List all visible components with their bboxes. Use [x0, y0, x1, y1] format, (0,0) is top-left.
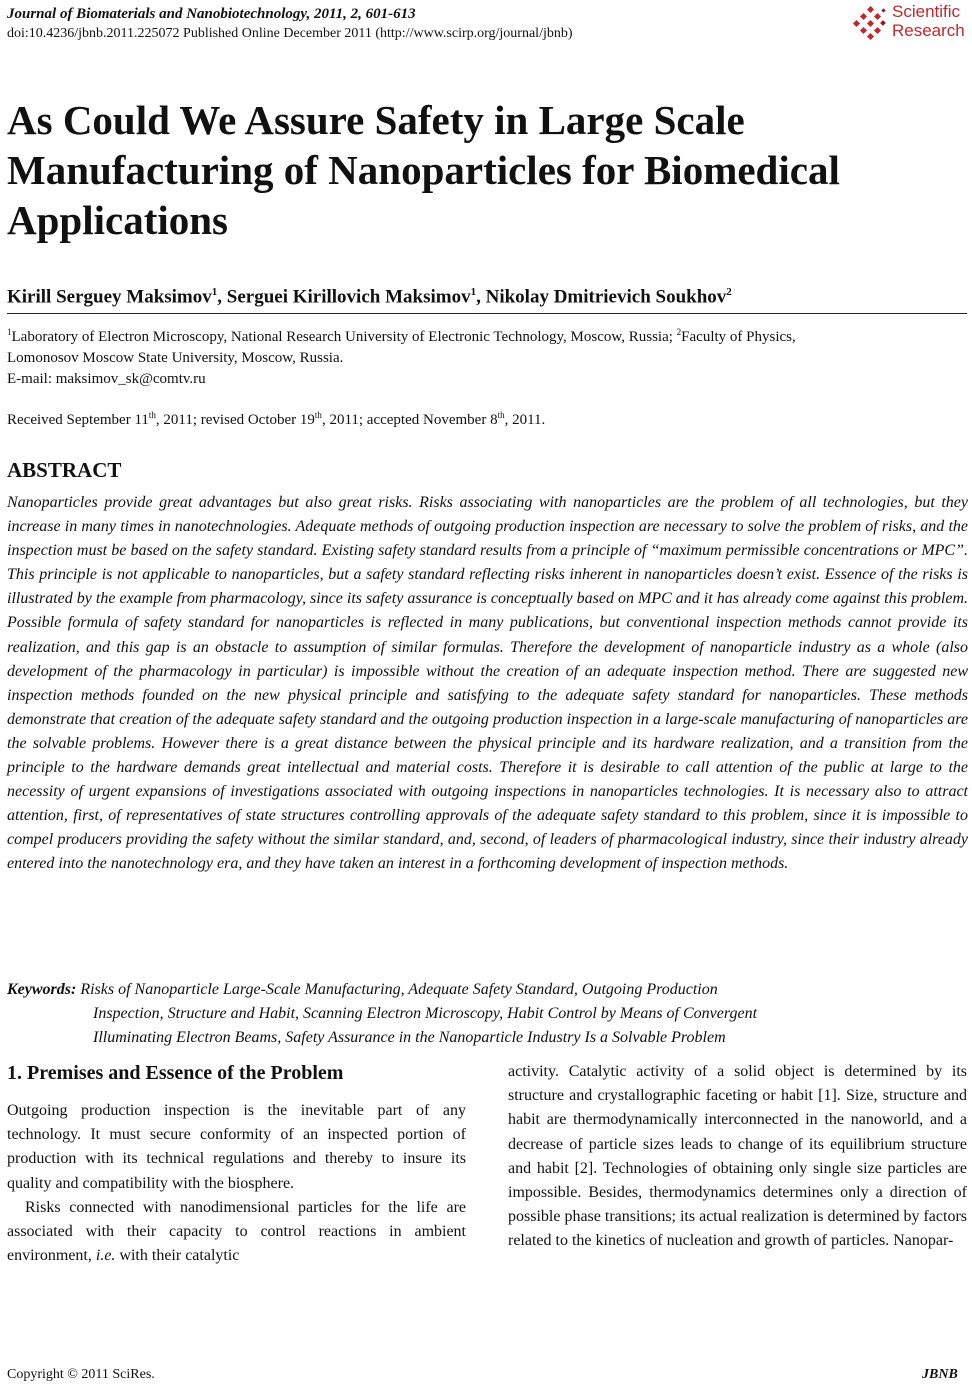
received-part-2: , 2011; revised October 19	[155, 412, 315, 428]
keywords-block	[7, 978, 967, 1050]
author-2-affil: 1	[470, 286, 477, 298]
logo-wordmark	[892, 2, 965, 40]
received-sup-3: th	[497, 410, 505, 420]
received-part-4: , 2011.	[504, 412, 546, 428]
publisher-logo	[852, 2, 972, 44]
contact-email[interactable]: E-mail: maksimov_sk@comtv.ru	[7, 371, 206, 387]
received-sup-2: th	[314, 410, 322, 420]
journal-citation	[7, 5, 416, 24]
affil-sup-1: 1	[7, 327, 12, 337]
author-1-affil: 1	[211, 286, 218, 298]
received-sup-1: th	[148, 410, 156, 420]
paragraph-2-text-b: with their catalytic	[115, 1247, 240, 1265]
author-3-affil: 2	[726, 286, 732, 298]
title-line-1: As Could We Assure Safety in Large Scale	[7, 97, 745, 143]
body-column-left	[7, 1099, 466, 1268]
paragraph-1: Outgoing production inspection is the inevitable part of any technology. It must secure conformity of an inspected portion of production with its technical regulations and thereby to insure its quality and compatibility with the biosphere.	[7, 1102, 466, 1192]
author-1: Kirill Serguey Maksimov	[7, 286, 212, 308]
logo-line-2: Research	[892, 21, 965, 40]
affiliations	[7, 322, 969, 390]
keywords-line-1	[7, 978, 967, 1002]
paper-title	[7, 95, 967, 245]
body-column-right	[508, 1060, 967, 1254]
abstract-heading: ABSTRACT	[7, 458, 122, 482]
scirp-logo-icon	[852, 5, 888, 41]
title-line-3: Applications	[7, 197, 228, 243]
journal-issue: , 2011, 2, 601-613	[306, 6, 416, 22]
header-divider	[7, 313, 967, 314]
keywords-label: Keywords:	[7, 981, 77, 998]
keywords-text-1: Risks of Nanoparticle Large-Scale Manufacturing, Adequate Safety Standard, Outgoing Production	[76, 981, 718, 998]
paragraph-2-ie: i.e.	[95, 1247, 116, 1265]
keywords-line-2: Inspection, Structure and Habit, Scanning Electron Microscopy, Habit Control by Means of Convergent	[93, 1005, 758, 1022]
journal-name: Journal of Biomaterials and Nanobiotechnology	[7, 6, 307, 22]
abstract-text: Nanoparticles provide great advantages but also great risks. Risks associating with nanoparticles are the problem of all technologies, but they increase in many times in nanotechnologies. Adequate methods of outgoing production inspection are necessary to solve the problem of risks, and the inspection must be based on the safety standard. Existing safety standard results from a principle of “maximum permissible concentrations or MPC”. This principle is not applicable to nanoparticles, but a safety standard reflecting risks inherent in nanoparticles doesn’t exist. Essence of the risks is illustrated by the example from pharmacology, since its safety assurance is conceptually based on MPC and it has already come against this problem. Possible formula of safety standard for nanoparticles is reflected in many publications, but conventional inspection methods cannot provide its realization, and this gap is an obstacle to assumption of similar formulas. Therefore the development of nanoparticle industry as a whole (also development of the pharmacology in particular) is impossible without the creation of an adequate inspection method. There are suggested new inspection methods founded on the new physical principle and satisfying to the adequate safety standard for nanoparticles. These methods demonstrate that creation of the adequate safety standard and the outgoing production inspection in a large-scale manufacturing of nanoparticles are the solvable problems. However there is a great distance between the physical principle and its hardware realization, and a transition from the principle to the hardware demands great intellectual and material costs. Therefore it is desirable to call attention of the public at large to the necessity of urgent expansions of investigations associated with outgoing inspections in nanoparticles technologies. It is necessary also to attract attention, first, of representatives of state structures controlling approvals of the adequate safety standard to this problem, since it is impossible to compel producers providing the safety without the similar standard, and, second, of leaders of pharmacological industry, since their industry already entered into the nanotechnology era, and they have taken an interest in a forthcoming development of inspection methods.	[7, 494, 968, 873]
title-line-2: Manufacturing of Nanoparticles for Biomedical	[7, 147, 840, 193]
paragraph-2-text-a: Risks connected with nanodimensional particles for the life are associated with their capacity to control reactions in ambient environment,	[7, 1198, 466, 1265]
author-list	[7, 280, 732, 309]
affil-text-2: Faculty of Physics,	[681, 329, 796, 345]
affiliation-line-2: Lomonosov Moscow State University, Moscow, Russia.	[7, 350, 344, 366]
affil-text-1: Laboratory of Electron Microscopy, National Research University of Electronic Technology, Moscow, Russia;	[11, 329, 677, 345]
author-2: , Serguei Kirillovich Maksimov	[217, 286, 471, 308]
footer-journal-abbr: JBNB	[922, 1367, 958, 1382]
received-dates	[7, 405, 545, 430]
author-3: , Nikolay Dmitrievich Soukhov	[476, 286, 727, 308]
doi-line: doi:10.4236/jbnb.2011.225072 Published Online December 2011 (http://www.scirp.org/journal/jbnb)	[7, 26, 573, 41]
paragraph-3: activity. Catalytic activity of a solid object is determined by its structure and crystallographic faceting or habit [1]. Size, structure and habit are thermodynamically interconnected in the nanoworld, and a decrease of particle sizes leads to change of its equilibrium structure and habit [2]. Technologies of obtaining only single size particles are impossible. Besides, thermodynamics determines only a direction of possible phase transitions; its actual realization is determined by factors related to the kinetics of nucleation and growth of particles. Nanopar-	[508, 1063, 967, 1250]
affiliation-line-1	[7, 322, 969, 348]
logo-line-1: Scientific	[892, 2, 961, 21]
received-part-1: Received September 11	[7, 412, 149, 428]
received-part-3: , 2011; accepted November 8	[321, 412, 498, 428]
affil-sup-2: 2	[676, 327, 682, 337]
keywords-line-3: Illuminating Electron Beams, Safety Assurance in the Nanoparticle Industry Is a Solvable Problem	[93, 1029, 726, 1046]
footer-copyright: Copyright © 2011 SciRes.	[7, 1367, 155, 1382]
section-1-heading: 1. Premises and Essence of the Problem	[7, 1062, 344, 1084]
paragraph-2	[7, 1196, 466, 1269]
